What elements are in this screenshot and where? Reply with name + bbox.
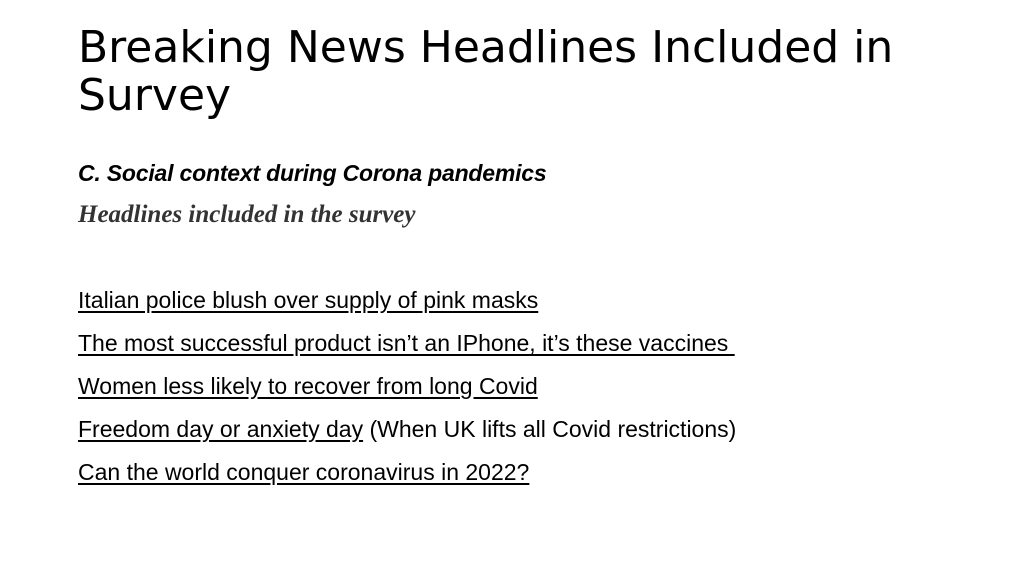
headline-item (78, 322, 978, 365)
slide-title: Breaking News Headlines Included in Survey (78, 22, 894, 121)
headline-item (78, 365, 978, 408)
headline-item (78, 279, 978, 322)
headline-note: (When UK lifts all Covid restrictions) (363, 416, 737, 442)
headline-link[interactable]: Freedom day or anxiety day (78, 416, 364, 442)
headline-list (78, 279, 978, 494)
headline-link[interactable]: Women less likely to recover from long Covid (78, 373, 538, 399)
slide-body (78, 155, 978, 494)
headline-link[interactable]: Italian police blush over supply of pink masks (78, 287, 539, 313)
section-subtitle: C. Social context during Corona pandemics (78, 160, 547, 186)
headlines-subheading: Headlines included in the survey (78, 201, 416, 228)
headline-item (78, 451, 978, 494)
headline-link[interactable]: Can the world conquer coronavirus in 2022? (78, 459, 530, 485)
headline-item (78, 408, 978, 451)
headline-link[interactable]: The most successful product isn’t an IPhone, it’s these vaccines (78, 330, 735, 356)
